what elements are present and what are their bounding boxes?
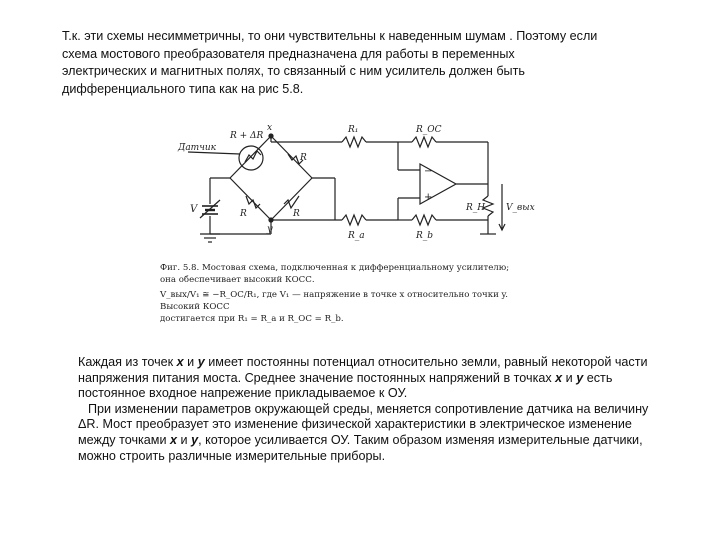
label-x: x — [267, 123, 273, 133]
p1-text-a: Каждая из точек — [78, 355, 177, 369]
paragraph-1 — [78, 355, 658, 402]
var-x: x — [176, 355, 184, 369]
intro-line-1: Т.к. эти схемы несимметричны, то они чувствительны к наведенным шумам . Поэтому если — [62, 29, 598, 43]
op-amp-minus: − — [424, 166, 433, 177]
label-v: V — [190, 204, 198, 215]
paragraph-2 — [78, 402, 658, 464]
p2-text-b: и — [177, 432, 192, 447]
label-r-top-right: R — [300, 153, 307, 163]
var-y: y — [576, 370, 584, 385]
resistor-roc — [412, 137, 436, 147]
intro-line-2: схема мостового преобразователя предназначена для работы в переменных — [62, 46, 515, 61]
label-rb: R_b — [416, 231, 434, 241]
bridge-arm-bottom-left — [230, 178, 271, 220]
intro-text — [62, 28, 712, 98]
resistor-r-bottom-right — [284, 196, 299, 208]
label-vout: V_вых — [506, 203, 535, 213]
label-y: y — [267, 224, 273, 235]
resistor-rb — [412, 215, 436, 225]
label-r-bottom-right: R — [293, 209, 300, 219]
bridge-arm-bottom-right — [271, 178, 312, 220]
caption-line-2: она обеспечивает высокий КОСС. — [160, 275, 315, 285]
label-r1: R₁ — [348, 125, 359, 135]
circuit-diagram — [150, 120, 560, 260]
intro-line-3: электрических и магнитных полях, то связанный с ним усилитель должен быть — [62, 64, 525, 78]
caption-formula: V_вых/V₁ ≅ −R_OC/R₁, где V₁ — напряжение в точке x относительно точки y. Высокий КОСС — [160, 290, 508, 312]
body-text — [78, 355, 658, 464]
p1-text-d: и — [562, 370, 577, 385]
p1-text-e: есть постоянное входное напрежение прикладываемое к ОУ. — [78, 370, 613, 401]
var-x: x — [170, 432, 178, 447]
p2-text-a: При изменении параметров окружающей среды, меняется сопротивление датчика на величину ΔR. Мост преобразует это изменение физической характеристики в электрическое изменение между точками — [78, 401, 649, 447]
label-sensor: Датчик — [178, 143, 216, 153]
label-rh: R_H — [466, 203, 486, 213]
var-x: x — [555, 370, 563, 385]
sensor-circle — [239, 146, 263, 170]
p1-text-c: имеет постоянны потенциал относительно земли, равный некоторой части напряжения питания моста. Среднее значение постоянных напряжений в точках — [78, 355, 648, 385]
p2-text-c: , которое усиливается ОУ. Таким образом изменяя измерительные датчики, можно строить различные измерительные приборы. — [78, 432, 643, 463]
intro-line-4: дифференциального типа как на рис 5.8. — [62, 81, 304, 96]
caption-line-1: Фиг. 5.8. Мостовая схема, подключенная к дифференциальному усилителю; — [160, 263, 510, 273]
var-y: y — [197, 355, 205, 369]
resistor-ra — [342, 215, 366, 225]
label-roc: R_OC — [416, 125, 442, 135]
caption-formula-2: достигается при R₁ = R_a и R_OC = R_b. — [160, 314, 344, 324]
p1-text-b: и — [183, 355, 198, 369]
figure-caption — [160, 262, 540, 325]
var-y: y — [191, 432, 199, 447]
label-r-delta: R + ΔR — [230, 131, 264, 141]
resistor-r1 — [342, 137, 366, 147]
label-ra: R_a — [348, 231, 365, 241]
label-r-bottom-left: R — [240, 209, 247, 219]
op-amp-plus: + — [424, 192, 433, 203]
